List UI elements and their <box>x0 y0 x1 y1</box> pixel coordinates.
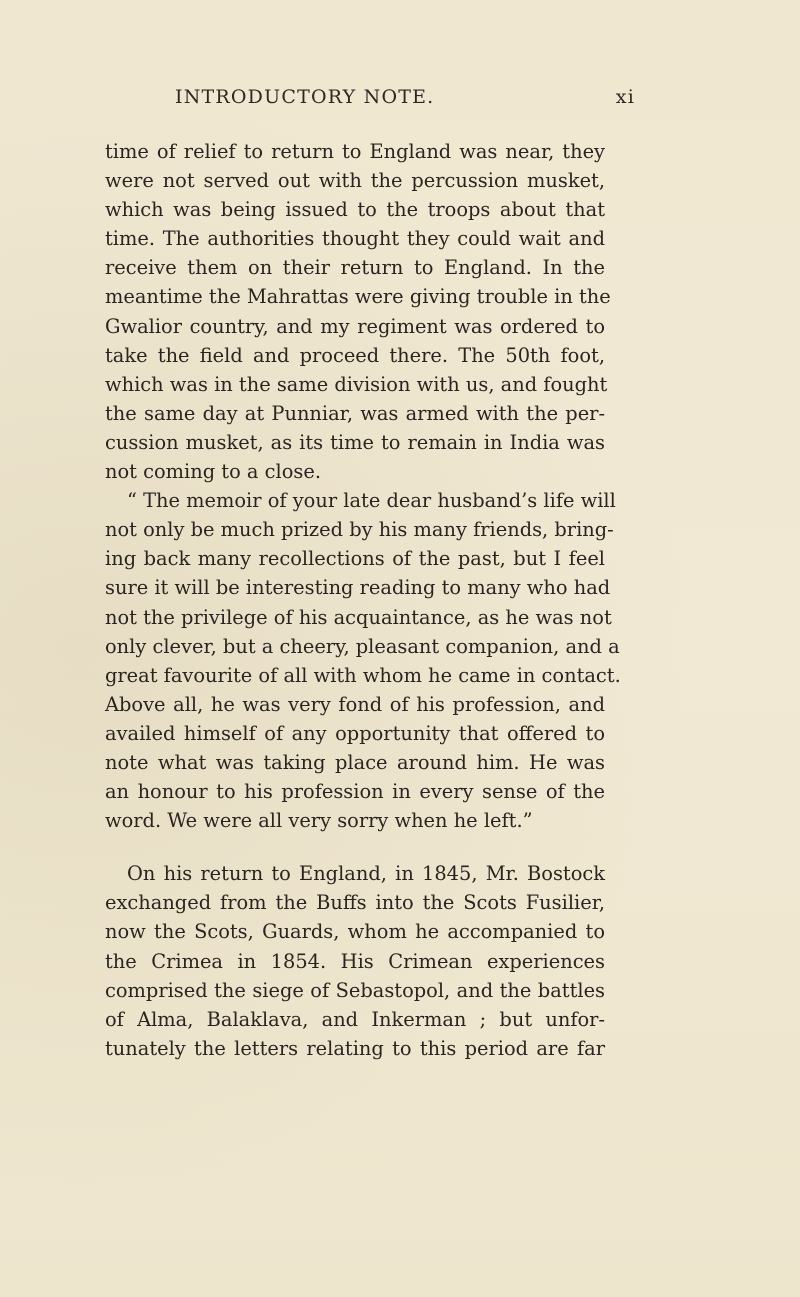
paragraph <box>105 137 611 486</box>
text-line: great favourite of all with whom he came in contact. <box>105 663 621 687</box>
body-text <box>105 137 621 1063</box>
text-line: time. The authorities thought they could wait and <box>105 227 605 251</box>
text-line: which was being issued to the troops about that <box>105 198 605 222</box>
text-line: word. We were all very sorry when he left.” <box>105 809 533 833</box>
text-line: time of relief to return to England was near, they <box>105 140 605 163</box>
text-line: not the privilege of his acquaintance, as he was not <box>105 605 612 629</box>
text-line: tunately the letters relating to this period are far <box>105 1036 605 1060</box>
text-line: Above all, he was very fond of his profession, and <box>105 692 605 716</box>
text-line: which was in the same division with us, and fought <box>105 372 608 396</box>
text-line: receive them on their return to England. In the <box>105 256 605 280</box>
text-line: cussion musket, as its time to remain in India was <box>105 430 605 454</box>
text-line: the Crimea in 1854. His Crimean experiences <box>105 949 605 973</box>
text-line: the same day at Punniar, was armed with the per- <box>105 401 605 425</box>
text-line: Gwalior country, and my regiment was ordered to <box>105 314 605 338</box>
text-line: availed himself of any opportunity that offered to <box>105 721 605 745</box>
text-line: meantime the Mahrattas were giving trouble in the <box>105 285 611 309</box>
text-line: now the Scots, Guards, whom he accompanied to <box>105 920 605 944</box>
text-line: only clever, but a cheery, pleasant companion, and a <box>105 634 620 658</box>
text-line: comprised the siege of Sebastopol, and the battles <box>105 978 605 1002</box>
text-line: were not served out with the percussion musket, <box>105 169 605 193</box>
paragraph-gap <box>105 835 605 859</box>
text-line: note what was taking place around him. He was <box>105 750 605 774</box>
running-head-title: INTRODUCTORY NOTE. <box>175 86 435 108</box>
text-line: exchanged from the Buffs into the Scots Fusilier, <box>105 891 605 915</box>
text-line: ing back many recollections of the past, but I feel <box>105 547 605 571</box>
paragraph <box>105 486 621 835</box>
text-line: take the field and proceed there. The 50th foot, <box>105 343 605 367</box>
text-line: sure it will be interesting reading to many who had <box>105 576 611 600</box>
page-number: xi <box>615 86 635 108</box>
text-line: an honour to his profession in every sense of the <box>105 780 605 804</box>
text-line: of Alma, Balaklava, and Inkerman ; but unfor- <box>105 1007 605 1031</box>
paragraph <box>105 859 605 1063</box>
text-line: “ The memoir of your late dear husband’s life will <box>127 489 616 513</box>
text-line: not only be much prized by his many friends, bring- <box>105 518 614 542</box>
text-line: not coming to a close. <box>105 460 321 484</box>
text-line: On his return to England, in 1845, Mr. Bostock <box>127 862 605 886</box>
